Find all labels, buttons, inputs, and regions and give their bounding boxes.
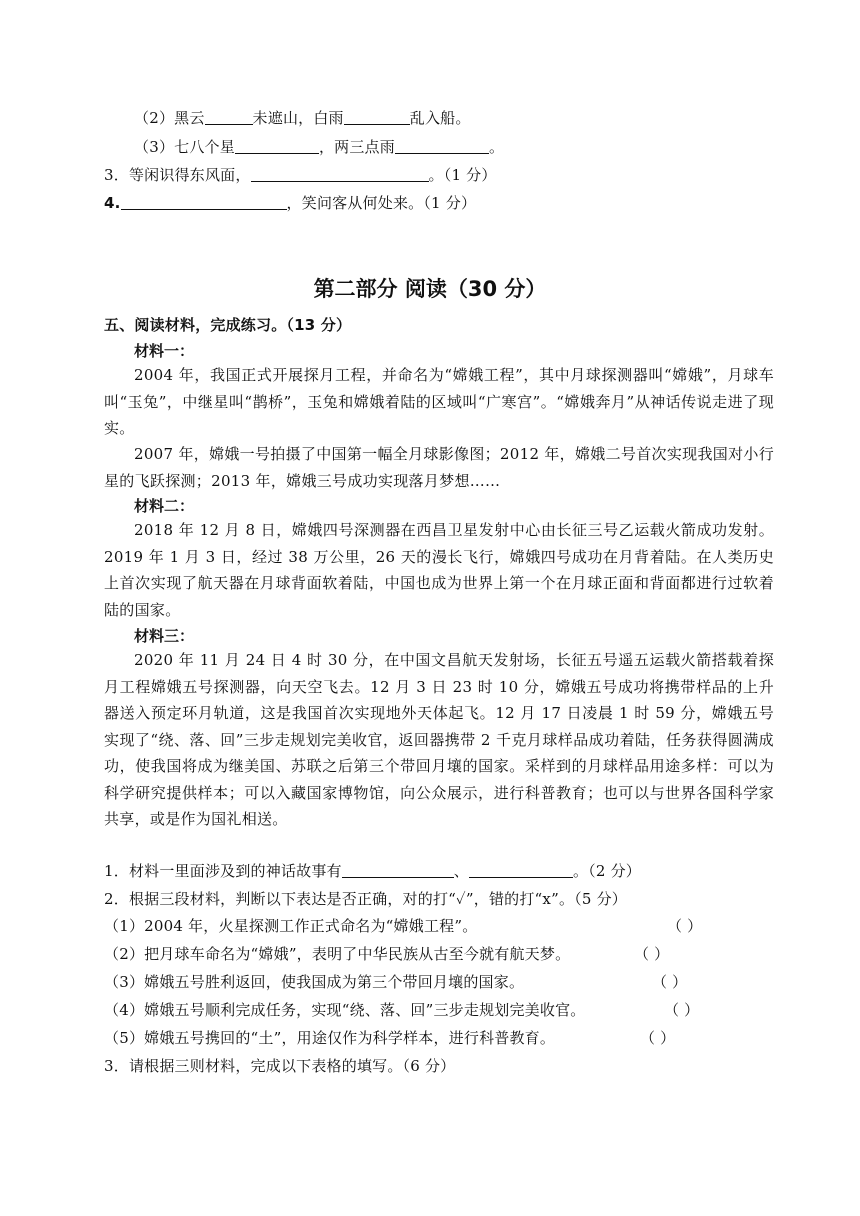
- answer-blank[interactable]: [205, 109, 253, 125]
- answer-blank[interactable]: [342, 862, 454, 878]
- answer-parenthesis[interactable]: （ ）: [664, 1001, 700, 1019]
- judge-item-3: （3）嫦娥五号胜利返回，使我国成为第三个带回月壤的国家。: [104, 973, 525, 991]
- answer-blank[interactable]: [121, 194, 287, 210]
- question-3: 3．请根据三则材料，完成以下表格的填写。（6 分）: [104, 1057, 456, 1075]
- answer-parenthesis[interactable]: （ ）: [652, 973, 688, 991]
- answer-parenthesis[interactable]: （ ）: [634, 945, 670, 963]
- answer-blank[interactable]: [251, 166, 429, 182]
- answer-blank[interactable]: [344, 109, 410, 125]
- question-2: 2．根据三段材料，判断以下表达是否正确，对的打“✓”，错的打“x”。（5 分）: [104, 890, 627, 908]
- section-title: 第二部分 阅读（30 分）: [313, 277, 547, 301]
- material-three-label: 材料三：: [134, 627, 195, 645]
- judge-item-1: （1）2004 年，火星探测工作正式命名为“嫦娥工程”。: [104, 917, 478, 935]
- material-two-label: 材料二：: [134, 497, 195, 515]
- judge-item-2: （2）把月球车命名为“嫦娥”，表明了中华民族从古至今就有航天梦。: [104, 945, 571, 963]
- material-one-paragraph-2: 2007 年，嫦娥一号拍摄了中国第一幅全月球影像图；2012 年，嫦娥二号首次实现我国对小行星的飞跃探测；2013 年，嫦娥三号成功实现落月梦想……: [104, 445, 774, 490]
- answer-parenthesis[interactable]: （ ）: [640, 1029, 676, 1047]
- material-one-paragraph-1: 2004 年，我国正式开展探月工程，并命名为“嫦娥工程”，其中月球探测器叫“嫦娥”，月球车叫“玉兔”，中继星叫“鹊桥”，玉兔和嫦娥着陆的区域叫“广寒宫”。“嫦娥奔月”从神话传说走进了现实。: [104, 366, 774, 437]
- answer-blank[interactable]: [469, 862, 573, 878]
- poem-line-3: （3）七八个星 ，两三点雨 。: [134, 138, 505, 156]
- poem-question-4: 4. ，笑问客从何处来。（1 分）: [104, 194, 477, 212]
- poem-line-2: （2）黑云 未遮山，白雨 乱入船。: [134, 109, 471, 127]
- judge-item-5: （5）嫦娥五号携回的“土”，用途仅作为科学样本，进行科普教育。: [104, 1029, 556, 1047]
- answer-parenthesis[interactable]: （ ）: [667, 917, 703, 935]
- answer-blank[interactable]: [235, 138, 319, 154]
- question-five-title: 五、阅读材料，完成练习。（13 分）: [104, 316, 352, 334]
- judge-item-4: （4）嫦娥五号顺利完成任务，实现“绕、落、回”三步走规划完美收官。: [104, 1001, 586, 1019]
- material-one-label: 材料一：: [134, 342, 195, 360]
- poem-question-3: 3．等闲识得东风面， 。（1 分）: [104, 166, 497, 184]
- material-three-paragraph: 2020 年 11 月 24 日 4 时 30 分，在中国文昌航天发射场，长征五号遥五运载火箭搭载着探月工程嫦娥五号探测器，向天空飞去。12 月 3 日 23 时 10 分，嫦娥五号成功将携带样品的上升器送入预定环月轨道，这是我国首次实现地外天体起飞。12 月 17 日凌晨 1 时 59 分，嫦娥五号实现了“绕、落、回”三步走规划完美收官，返回器携带 2 千克月球样品成功着陆，任务获得圆满成功，使我国将成为继美国、苏联之后第三个带回月壤的国家。采样到的月球样品用途多样：可以为科学研究提供样本；可以入藏国家博物馆，向公众展示，进行科普教育；也可以与世界各国科学家共享，或是作为国礼相送。: [104, 651, 774, 828]
- question-1: 1．材料一里面涉及到的神话故事有 、 。（2 分）: [104, 862, 641, 880]
- answer-blank[interactable]: [395, 138, 489, 154]
- material-two-paragraph: 2018 年 12 月 8 日，嫦娥四号深测器在西昌卫星发射中心由长征三号乙运载火箭成功发射。2019 年 1 月 3 日，经过 38 万公里，26 天的漫长飞行，嫦娥四号成功在月背着陆。在人类历史上首次实现了航天器在月球背面软着陆，中国也成为世界上第一个在月球正面和背面都进行过软着陆的国家。: [104, 521, 774, 619]
